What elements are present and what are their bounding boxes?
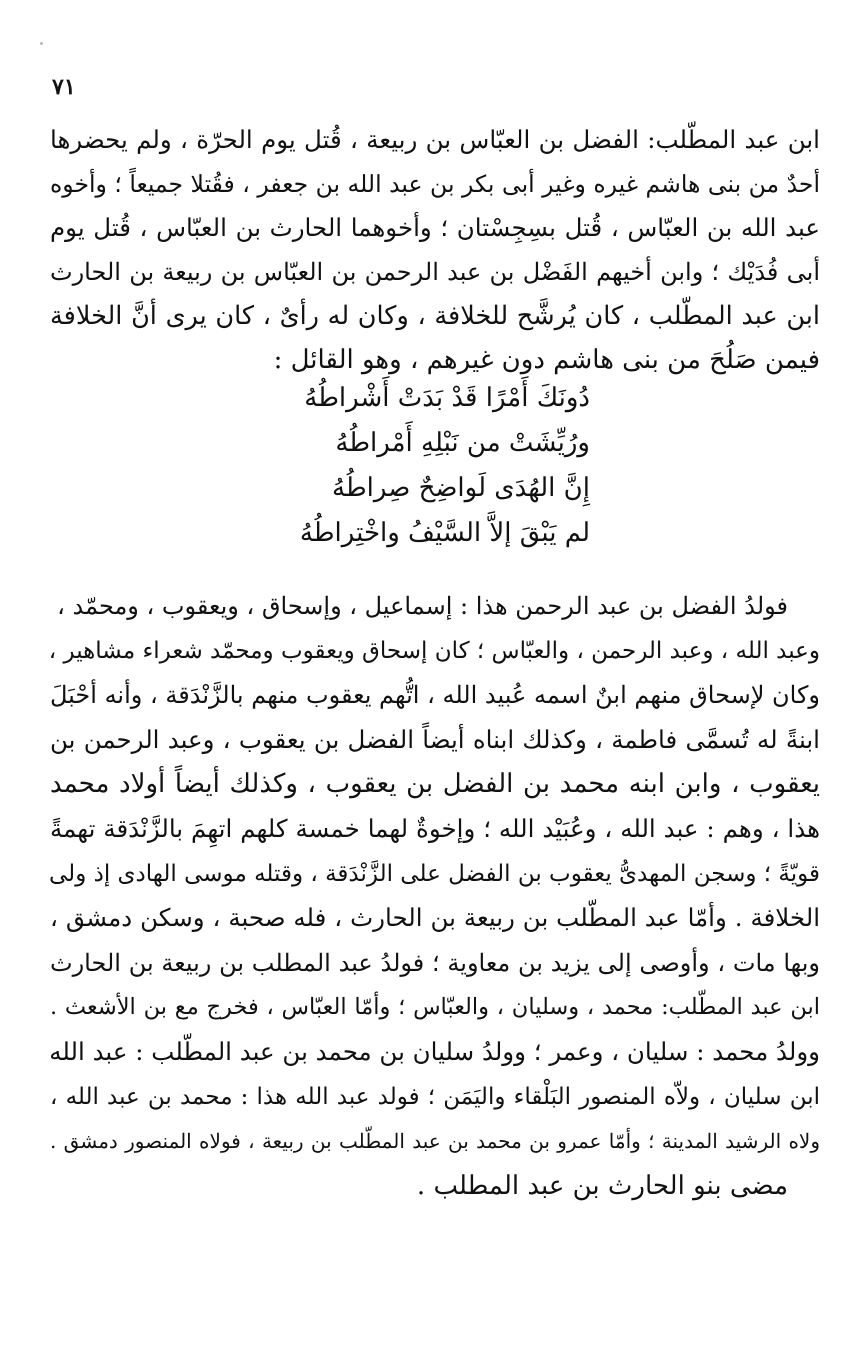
scan-speck	[40, 42, 43, 45]
verse-line: لم يَبْقَ إلاَّ السَّيْفُ واخْتِراطُهُ	[299, 518, 590, 548]
text-line: ابن عبد المطّلب ، كان يُرشَّح للخلافة ، وكان له رأىٌ ، كان يرى أنَّ الخلافة	[50, 301, 820, 331]
text-line: هذا ، وهم : عبد الله ، وعُبَيْد الله ؛ وإخوةٌ لهما خمسة كلهم اتهِمَ بالزَّنْدَقة تهمةً	[50, 813, 820, 843]
verse-line: ورُيِّشَتْ من نَبْلِهِ أَمْراطُهُ	[335, 428, 590, 458]
text-line: ابن عبد المطّلب: الفضل بن العبّاس بن ربيعة ، قُتل يوم الحرّة ، ولم يحضرها	[50, 125, 820, 154]
text-line: أبى فُدَيْك ؛ وابن أخيهم الفَضْل بن عبد الرحمن بن العبّاس بن ربيعة بن الحارث	[50, 258, 820, 286]
text-line: فولدُ الفضل بن عبد الرحمن هذا : إسماعيل ، وإسحاق ، ويعقوب ، ومحمّد ،	[57, 592, 788, 620]
text-line: وكان لإسحاق منهم ابنٌ اسمه عُبيد الله ، اتُّهم يعقوب منهم بالزَّنْدَقة ، وأنه أحْبَلَ	[50, 681, 821, 710]
text-line: ولاه الرشيد المدينة ؛ وأمّا عمرو بن محمد بن عبد المطّلب بن ربيعة ، فولاه المنصور دمشق .	[50, 1129, 820, 1154]
text-line: وبها مات ، وأوصى إلى يزيد بن معاوية ؛ فولدُ عبد المطلب بن ربيعة بن الحارث	[50, 948, 820, 977]
text-line: وعبد الله ، وعبد الرحمن ، والعبّاس ؛ كان إسحاق ويعقوب ومحمّد شعراء مشاهير ،	[48, 637, 820, 664]
text-line: قويّةً ؛ وسجن المهدىُّ يعقوب بن الفضل على الزَّنْدَقة ، وقتله موسى الهادى إذ ولى	[49, 860, 820, 887]
text-line: أحدٌ من بنى هاشم غيره وغير أبى بكر بن عبد الله بن جعفر ، فقُتلا جميعاً ؛ وأخوه	[50, 170, 820, 198]
paragraph-2	[50, 584, 820, 1208]
paragraph-1	[50, 118, 820, 382]
verse-line: إِنَّ الهُدَى لَواضِحٌ صِراطُهُ	[332, 473, 590, 503]
text-line: عبد الله بن العبّاس ، قُتل بسِجِسْتان ؛ وأخوهما الحارث بن العبّاس ، قُتل يوم	[50, 213, 820, 242]
text-line: ابن سليان ، ولاّه المنصور البَلْقاء واليَمَن ؛ فولد عبد الله هذا : محمد بن عبد الله ،	[50, 1083, 820, 1110]
verse-line: دُونَكَ أَمْرًا قَدْ بَدَتْ أَشْراطُهُ	[304, 383, 590, 413]
text-line: الخلافة . وأمّا عبد المطّلب بن ربيعة بن الحارث ، فله صحبة ، وسكن دمشق ،	[50, 903, 820, 933]
text-line: يعقوب ، وابن ابنه محمد بن الفضل بن يعقوب ، وكذلك أيضاً أولاد محمد	[50, 769, 820, 800]
page-number: ٧١	[52, 74, 76, 100]
text-line: مضى بنو الحارث بن عبد المطلب .	[416, 1170, 788, 1201]
poem-verse	[290, 376, 590, 556]
text-line: ابنةً له تُسمَّى فاطمة ، وكذلك ابناه أيضاً الفضل بن يعقوب ، وعبد الرحمن بن	[50, 724, 820, 754]
text-line: ابن عبد المطّلب: محمد ، وسليان ، والعبّاس ؛ وأمّا العبّاس ، فخرج مع بن الأشعث .	[50, 994, 820, 1021]
text-line: وولدُ محمد : سليان ، وعمر ؛ وولدُ سليان بن محمد بن عبد المطّلب : عبد الله	[49, 1036, 820, 1066]
text-line: فيمن صَلُحَ من بنى هاشم دون غيرهم ، وهو القائل :	[273, 345, 820, 375]
